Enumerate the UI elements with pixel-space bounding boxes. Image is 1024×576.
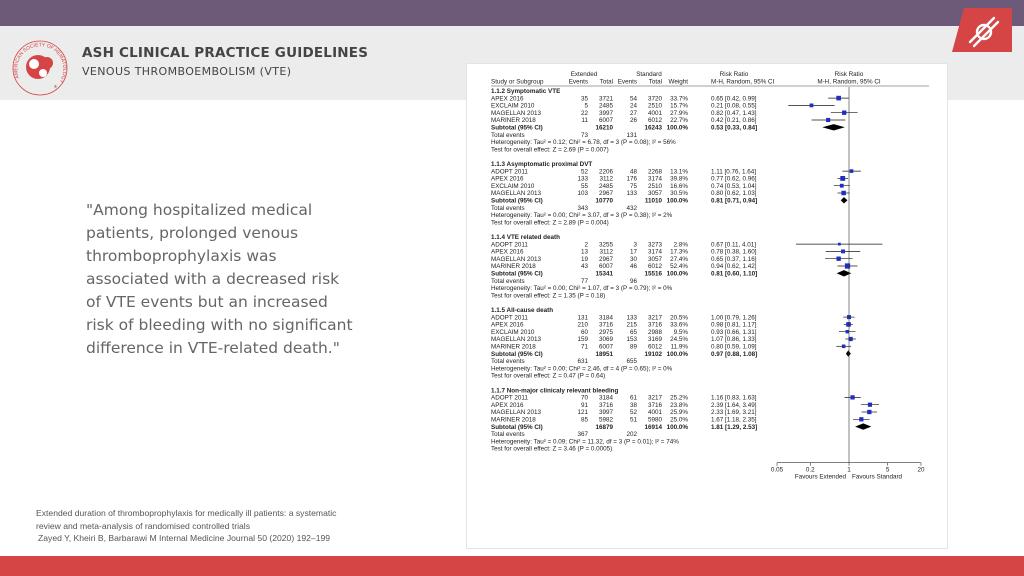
study-rr: 0.82 [0.47, 1.43] [711, 109, 757, 117]
point-estimate [841, 249, 845, 253]
study-events-2: 52 [629, 409, 637, 417]
study-events-2: 153 [626, 336, 637, 344]
point-estimate [846, 330, 849, 333]
point-estimate [846, 322, 851, 327]
study-total-1: 3112 [599, 248, 613, 256]
point-estimate [840, 176, 845, 181]
point-estimate [836, 257, 840, 261]
study-rr: 0.80 [0.62, 1.03] [711, 190, 757, 198]
x-tick-label: 0.05 [770, 466, 784, 474]
header-weight: Weight [668, 78, 688, 86]
study-name: MAGELLAN 2013 [491, 109, 542, 117]
study-total-2: 3057 [647, 255, 662, 263]
study-total-1: 3069 [598, 336, 613, 344]
header-total-2: Total [648, 78, 662, 86]
study-rr: 1.67 [1.18, 2.35] [711, 416, 757, 424]
subtotal-diamond [855, 423, 871, 429]
study-name: EXCLAIM 2010 [491, 102, 535, 110]
study-events-1: 2 [584, 241, 588, 249]
study-total-1: 3997 [598, 109, 613, 117]
study-events-2: 51 [629, 416, 637, 424]
subtotal-total-2: 15516 [644, 270, 662, 278]
study-total-2: 6012 [647, 117, 662, 125]
study-total-2: 3057 [647, 190, 662, 198]
study-events-1: 210 [577, 321, 588, 329]
subtotal-diamond [846, 350, 851, 356]
study-total-2: 3716 [647, 321, 662, 329]
study-events-2: 75 [629, 182, 637, 190]
subgroup-title: 1.1.3 Asymptomatic proximal DVT [491, 161, 593, 168]
header-rr-text: M-H, Random, 95% CI [711, 78, 775, 86]
svg-text:®: ® [54, 84, 57, 89]
study-events-2: 38 [629, 401, 637, 409]
study-rr: 0.42 [0.21, 0.86] [711, 117, 757, 125]
subtotal-total-2: 11010 [644, 197, 662, 205]
study-events-1: 22 [580, 109, 588, 117]
study-total-2: 3716 [647, 401, 662, 409]
study-events-2: 27 [629, 109, 637, 117]
study-weight: 2.8% [673, 241, 688, 249]
study-total-1: 3184 [598, 394, 613, 402]
ash-logo [10, 36, 74, 100]
study-name: APEX 2016 [491, 321, 524, 329]
study-rr: 1.11 [0.76, 1.64] [711, 168, 757, 176]
study-rr: 0.77 [0.62, 0.96] [711, 175, 757, 183]
study-rr: 1.07 [0.86, 1.33] [711, 336, 757, 344]
study-total-2: 2268 [647, 168, 662, 176]
study-rr: 0.21 [0.08, 0.55] [711, 102, 757, 110]
x-tick-label: 20 [917, 466, 925, 474]
subtotal-total-1: 15341 [595, 270, 613, 278]
subtotal-label: Subtotal (95% CI) [491, 197, 543, 205]
study-total-1: 2485 [598, 102, 613, 110]
point-estimate [850, 169, 854, 173]
study-events-1: 43 [580, 263, 588, 271]
citation [36, 507, 396, 545]
subtotal-rr: 0.81 [0.60, 1.10] [711, 270, 758, 278]
citation-line-1: Extended duration of thromboprophylaxis for medically ill patients: a systematic [36, 508, 337, 518]
study-name: MAGELLAN 2013 [491, 190, 542, 198]
x-tick-label: 5 [885, 466, 890, 474]
study-events-2: 17 [629, 248, 637, 256]
study-total-2: 4001 [647, 109, 662, 117]
study-rr: 0.67 [0.11, 4.01] [711, 241, 757, 249]
study-total-2: 3217 [647, 314, 662, 322]
study-total-2: 3720 [647, 95, 662, 103]
study-name: APEX 2016 [491, 401, 524, 409]
study-events-1: 13 [580, 248, 588, 256]
overall-effect-text: Test for overall effect: Z = 2.89 (P = 0.004) [491, 219, 609, 227]
study-total-1: 3721 [598, 95, 613, 103]
corner-brand-icon [948, 8, 1012, 52]
heterogeneity-text: Heterogeneity: Tau² = 0.09; Chi² = 11.32, df = 3 (P = 0.01); I² = 74% [491, 438, 679, 446]
subtotal-weight: 100.0% [666, 124, 688, 132]
header-rr-plot: M-H, Random, 95% CI [817, 78, 881, 86]
study-weight: 25.2% [670, 394, 688, 402]
study-name: APEX 2016 [491, 248, 524, 256]
subtotal-rr: 0.81 [0.71, 0.94] [711, 197, 758, 205]
subtotal-label: Subtotal (95% CI) [491, 423, 543, 431]
study-events-1: 19 [580, 255, 588, 263]
total-events-2: 131 [626, 131, 637, 139]
study-total-2: 3174 [647, 175, 662, 183]
study-total-1: 3997 [598, 409, 613, 417]
study-events-2: 30 [629, 255, 637, 263]
quote-text: "Among hospitalized medical patients, prolonged venous thromboprophylaxis was associated with a decreased risk of VTE events but an increased risk of bleeding with no significant difference in VTE-related death." [86, 201, 353, 357]
total-events-label: Total events [491, 358, 525, 366]
study-total-2: 3217 [647, 394, 662, 402]
citation-line-2: review and meta-analysis of randomised controlled trials [36, 520, 250, 531]
study-total-2: 6012 [647, 343, 662, 351]
total-events-1: 73 [580, 131, 588, 139]
study-total-1: 2975 [598, 328, 613, 336]
study-total-1: 6007 [598, 343, 613, 351]
overall-effect-text: Test for overall effect: Z = 3.46 (P = 0.0005) [491, 445, 613, 453]
logo-ring-text: AMERICAN SOCIETY OF HEMATOLOGY [13, 42, 68, 84]
study-weight: 9.5% [673, 328, 688, 336]
study-rr: 0.65 [0.37, 1.16] [711, 255, 757, 263]
heterogeneity-text: Heterogeneity: Tau² = 0.00; Chi² = 1.07, df = 3 (P = 0.79); I² = 0% [491, 285, 673, 293]
subtotal-label: Subtotal (95% CI) [491, 350, 543, 358]
point-estimate [838, 243, 841, 246]
study-name: APEX 2016 [491, 175, 524, 183]
point-estimate [842, 111, 846, 115]
study-weight: 39.8% [670, 175, 688, 183]
study-total-1: 3716 [598, 321, 613, 329]
total-events-1: 367 [577, 431, 588, 439]
subtotal-total-1: 16879 [595, 423, 613, 431]
total-events-1: 77 [580, 277, 588, 285]
study-name: MARINER 2018 [491, 343, 536, 351]
header-rr-top: Risk Ratio [719, 71, 749, 78]
point-estimate [841, 191, 845, 195]
total-events-1: 343 [577, 204, 588, 212]
study-events-1: 5 [584, 102, 588, 110]
x-tick-label: 0.2 [805, 466, 815, 474]
subtotal-label: Subtotal (95% CI) [491, 124, 543, 132]
study-weight: 20.5% [670, 314, 688, 322]
point-estimate [810, 104, 814, 108]
study-name: ADOPT 2011 [491, 168, 528, 176]
total-events-2: 432 [626, 204, 637, 212]
study-events-1: 52 [580, 168, 588, 176]
study-weight: 27.4% [670, 255, 688, 263]
study-weight: 17.3% [670, 248, 688, 256]
favours-right-label: Favours Standard [852, 473, 903, 481]
study-total-1: 3716 [598, 401, 613, 409]
overall-effect-text: Test for overall effect: Z = 2.69 (P = 0.007) [491, 146, 609, 154]
study-rr: 2.39 [1.64, 3.49] [711, 401, 757, 409]
study-events-2: 26 [629, 117, 637, 125]
subtotal-total-2: 16243 [644, 124, 662, 132]
study-events-1: 131 [577, 314, 588, 322]
study-total-2: 2510 [647, 102, 662, 110]
study-rr: 2.33 [1.69, 3.21] [711, 409, 757, 417]
subgroup-title: 1.1.7 Non-major clinicaly relevant bleeding [491, 387, 619, 395]
study-weight: 27.9% [670, 109, 688, 117]
study-weight: 24.5% [670, 336, 688, 344]
study-events-2: 65 [629, 328, 637, 336]
study-total-1: 6007 [598, 117, 613, 125]
favours-left-label: Favours Extended [794, 473, 846, 481]
study-events-2: 215 [626, 321, 637, 329]
total-events-label: Total events [491, 204, 525, 212]
study-total-2: 4001 [647, 409, 662, 417]
study-total-1: 6007 [598, 263, 613, 271]
x-tick-label: 1 [847, 466, 851, 474]
heterogeneity-text: Heterogeneity: Tau² = 0.00; Chi² = 2.46, df = 4 (P = 0.65); I² = 0% [491, 365, 673, 373]
study-weight: 13.1% [670, 168, 688, 176]
forest-plot-svg [467, 64, 949, 550]
subtotal-diamond [822, 124, 844, 130]
subgroup-title: 1.1.5 All-cause death [491, 307, 554, 314]
study-total-1: 2967 [598, 190, 613, 198]
study-rr: 0.80 [0.59, 1.09] [711, 343, 757, 351]
study-name: ADOPT 2011 [491, 314, 528, 322]
subtotal-total-1: 16210 [595, 124, 613, 132]
study-rr: 0.65 [0.42, 0.99] [711, 95, 757, 103]
header-events-2: Events [617, 78, 637, 86]
subtotal-weight: 100.0% [666, 197, 688, 205]
study-total-2: 2510 [647, 182, 662, 190]
subtotal-total-2: 16914 [644, 423, 662, 431]
study-total-1: 3112 [599, 175, 613, 183]
study-name: MAGELLAN 2013 [491, 409, 542, 417]
study-events-1: 11 [581, 117, 588, 125]
subtotal-weight: 100.0% [666, 270, 688, 278]
study-events-1: 60 [580, 328, 588, 336]
subtotal-rr: 0.97 [0.88, 1.08] [711, 350, 758, 358]
top-band [0, 0, 1024, 26]
study-total-1: 3184 [598, 314, 613, 322]
study-total-2: 2988 [647, 328, 662, 336]
study-weight: 33.6% [670, 321, 688, 329]
subtotal-total-1: 10770 [595, 197, 613, 205]
header-rr-plot-top: Risk Ratio [834, 71, 864, 78]
heterogeneity-text: Heterogeneity: Tau² = 0.12; Chi² = 6.78, df = 3 (P = 0.08); I² = 56% [491, 139, 676, 147]
study-rr: 0.94 [0.62, 1.42] [711, 263, 757, 271]
study-rr: 0.74 [0.53, 1.04] [711, 182, 757, 190]
brand-title: ASH CLINICAL PRACTICE GUIDELINES [82, 45, 369, 61]
study-weight: 33.7% [670, 95, 688, 103]
study-events-2: 3 [633, 241, 637, 249]
study-events-1: 85 [580, 416, 588, 424]
total-events-2: 202 [626, 431, 637, 439]
point-estimate [826, 118, 830, 122]
study-name: MARINER 2018 [491, 416, 536, 424]
study-total-2: 6012 [647, 263, 662, 271]
study-events-1: 70 [580, 394, 588, 402]
point-estimate [845, 263, 850, 268]
study-rr: 0.98 [0.81, 1.17] [711, 321, 757, 329]
study-rr: 0.93 [0.66, 1.31] [711, 328, 757, 336]
point-estimate [867, 410, 871, 414]
subtotal-label: Subtotal (95% CI) [491, 270, 543, 278]
study-total-1: 3255 [598, 241, 613, 249]
study-events-2: 48 [629, 168, 637, 176]
study-events-2: 133 [626, 190, 637, 198]
subgroup-title: 1.1.4 VTE related death [491, 234, 560, 241]
study-total-1: 2206 [598, 168, 613, 176]
study-name: ADOPT 2011 [491, 241, 528, 249]
study-events-1: 71 [580, 343, 588, 351]
bottom-band [0, 556, 1024, 576]
study-events-2: 46 [629, 263, 637, 271]
point-estimate [859, 417, 863, 421]
total-events-2: 655 [626, 358, 637, 366]
brand-subtitle: VENOUS THROMBOEMBOLISM (VTE) [82, 65, 292, 78]
study-total-2: 3174 [647, 248, 662, 256]
subtotal-diamond [841, 197, 848, 203]
total-events-label: Total events [491, 431, 525, 439]
study-weight: 22.7% [670, 117, 688, 125]
study-name: MAGELLAN 2013 [491, 336, 542, 344]
subgroup-title: 1.1.2 Symptomatic VTE [491, 88, 561, 95]
study-events-1: 121 [577, 409, 588, 417]
total-events-label: Total events [491, 131, 525, 139]
study-events-2: 89 [629, 343, 637, 351]
study-total-1: 2485 [598, 182, 613, 190]
header-group1: Extended [570, 71, 598, 78]
study-events-2: 24 [629, 102, 637, 110]
heterogeneity-text: Heterogeneity: Tau² = 0.00; Chi² = 3.07, df = 3 (P = 0.38); I² = 2% [491, 212, 673, 220]
overall-effect-text: Test for overall effect: Z = 1.35 (P = 0.18) [491, 292, 606, 300]
subtotal-weight: 100.0% [666, 350, 688, 358]
study-rr: 1.16 [0.83, 1.63] [711, 394, 757, 402]
study-weight: 16.6% [670, 182, 688, 190]
point-estimate [840, 184, 844, 188]
study-events-1: 91 [580, 401, 588, 409]
study-events-1: 133 [577, 175, 588, 183]
study-name: ADOPT 2011 [491, 394, 528, 402]
study-total-2: 5980 [647, 416, 662, 424]
point-estimate [868, 403, 872, 407]
forest-plot [466, 63, 948, 549]
study-rr: 0.78 [0.38, 1.60] [711, 248, 757, 256]
study-name: MARINER 2018 [491, 117, 536, 125]
total-events-1: 631 [577, 358, 588, 366]
subtotal-weight: 100.0% [666, 423, 688, 431]
study-weight: 11.9% [670, 343, 688, 351]
study-events-1: 55 [580, 182, 588, 190]
study-total-1: 2967 [598, 255, 613, 263]
point-estimate [850, 395, 854, 399]
study-name: MAGELLAN 2013 [491, 255, 542, 263]
subtotal-total-1: 18951 [595, 350, 613, 358]
citation-line-3: Zayed Y, Kheiri B, Barbarawi M Internal Medicine Journal 50 (2020) 192–199 [38, 533, 331, 543]
study-events-2: 61 [629, 394, 637, 402]
study-weight: 25.0% [670, 416, 688, 424]
study-name: MARINER 2018 [491, 263, 536, 271]
study-events-2: 133 [626, 314, 637, 322]
study-weight: 25.9% [670, 409, 688, 417]
study-events-2: 54 [629, 95, 637, 103]
study-total-1: 5982 [598, 416, 613, 424]
study-weight: 30.5% [670, 190, 688, 198]
total-events-2: 96 [629, 277, 637, 285]
subtotal-total-2: 19102 [644, 350, 662, 358]
study-events-1: 35 [580, 95, 588, 103]
study-name: APEX 2016 [491, 95, 524, 103]
study-events-1: 103 [577, 190, 588, 198]
header-total-1: Total [599, 78, 613, 86]
study-name: EXCLAIM 2010 [491, 328, 535, 336]
study-events-1: 159 [577, 336, 588, 344]
point-estimate [836, 96, 841, 101]
subtotal-rr: 1.81 [1.29, 2.53] [711, 423, 758, 431]
total-events-label: Total events [491, 277, 525, 285]
header-study: Study or Subgroup [491, 78, 544, 86]
overall-effect-text: Test for overall effect: Z = 0.47 (P = 0.64) [491, 372, 606, 380]
point-estimate [842, 345, 846, 349]
header-group2: Standard [636, 71, 662, 78]
study-events-2: 176 [626, 175, 637, 183]
header-events-1: Events [568, 78, 588, 86]
study-total-2: 3169 [647, 336, 662, 344]
study-weight: 23.8% [670, 401, 688, 409]
study-weight: 15.7% [670, 102, 688, 110]
study-weight: 52.4% [670, 263, 688, 271]
study-rr: 1.00 [0.79, 1.26] [711, 314, 757, 322]
subtotal-rr: 0.53 [0.33, 0.84] [711, 124, 758, 132]
study-name: EXCLAIM 2010 [491, 182, 535, 190]
study-total-2: 3273 [647, 241, 662, 249]
